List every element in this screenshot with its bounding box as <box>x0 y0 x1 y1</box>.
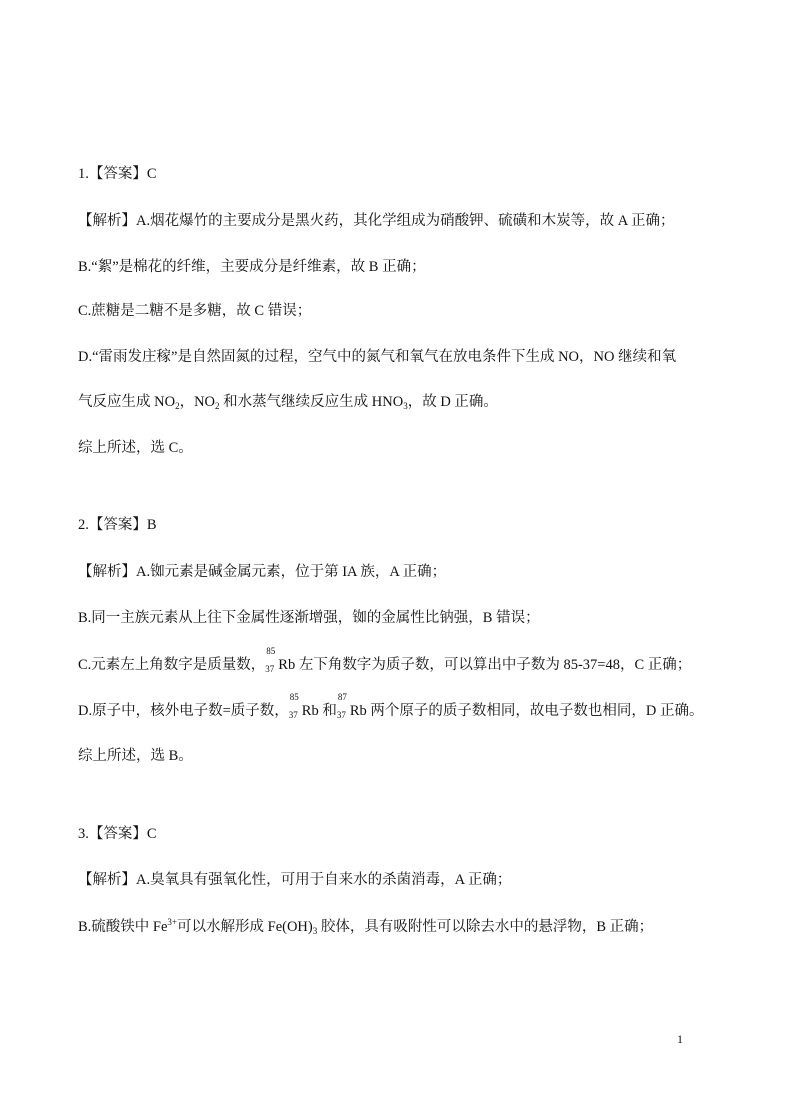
q2-analysis-d: D.原子中，核外电子数=质子数， 85 37 Rb 和 87 37 Rb 两个原子的质子数相同，故电子数也相同，D 正确。 <box>78 692 704 720</box>
page-number: 1 <box>677 1032 683 1046</box>
q1-analysis-d2: 气反应生成 $NO_2$，$NO_2$ 和水蒸气继续反应生成 $HNO_3$，故 D 正确。 <box>78 394 498 411</box>
q2-summary: 综上所述，选 B。 <box>78 748 193 764</box>
q1-answer: 1.【答案】C <box>78 166 157 182</box>
rb85-nuclide: 85 37 <box>288 692 299 720</box>
q1-analysis-d1: D.“雷雨发庄稼”是自然固氮的过程，空气中的氮气和氧气在放电条件下生成 NO，NO 继续和氧 <box>78 349 677 365</box>
q1-analysis-c: C.蔗糖是二糖不是多糖，故 C 错误； <box>78 303 312 319</box>
rb87-nuclide: 87 37 <box>336 692 347 720</box>
q3-analysis-b: B.硫酸铁中 $Fe^{3+}$可以水解形成 $Fe(OH)_3$ 胶体，具有吸附性可以除去水中的悬浮物，B 正确； <box>78 917 654 936</box>
q2-analysis-c: C.元素左上角数字是质量数， 85 37 Rb 左下角数字为质子数，可以算出中子数为 85-37=48，C 正确； <box>78 646 692 674</box>
q3-answer: 3.【答案】C <box>78 826 157 842</box>
q1-summary: 综上所述，选 C。 <box>78 440 193 456</box>
q2-analysis-b: B.同一主族元素从上往下金属性逐渐增强，铷的金属性比钠强，B 错误； <box>78 610 540 626</box>
q2-analysis-a: 【解析】A.铷元素是碱金属元素，位于第 IA 族，A 正确； <box>78 564 447 580</box>
q3-analysis-a: 【解析】A.臭氧具有强氧化性，可用于自来水的杀菌消毒，A 正确； <box>78 872 512 888</box>
q2-answer: 2.【答案】B <box>78 517 157 533</box>
rb85-nuclide: 85 37 <box>265 646 276 674</box>
q1-analysis-b: B.“絮”是棉花的纤维，主要成分是纤维素，故 B 正确； <box>78 259 426 275</box>
q1-analysis-a: 【解析】A.烟花爆竹的主要成分是黑火药，其化学组成为硝酸钾、硫磺和木炭等，故 A 正确； <box>78 213 675 229</box>
